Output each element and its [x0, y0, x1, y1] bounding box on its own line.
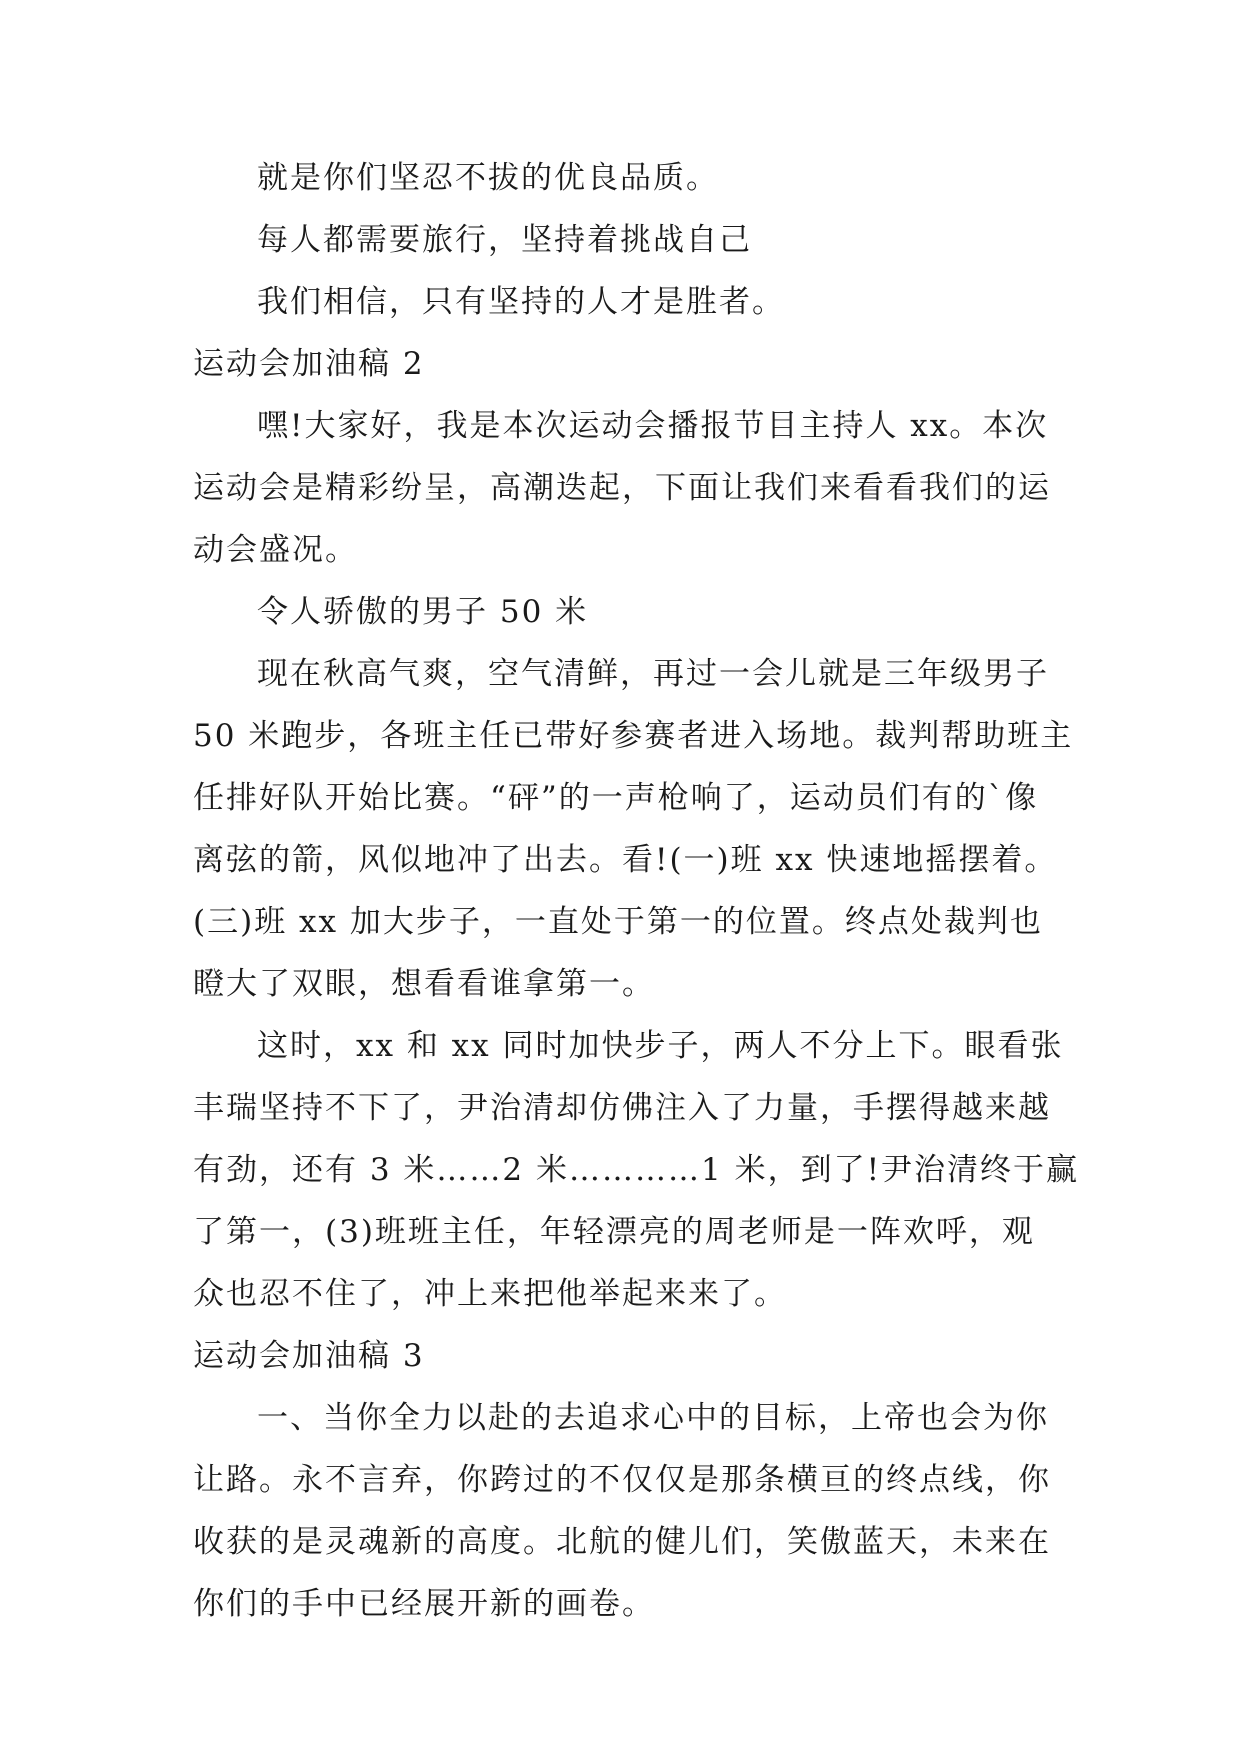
text-line: 让路。永不言弃，你跨过的不仅仅是那条横亘的终点线，你 [193, 1462, 1051, 1498]
text-line: 丰瑞坚持不下了，尹治清却仿佛注入了力量，手摆得越来越 [193, 1090, 1051, 1126]
text-line: 动会盛况。 [193, 532, 358, 568]
text-line: 一、当你全力以赴的去追求心中的目标，上帝也会为你 [257, 1400, 1049, 1436]
document-body [193, 147, 1080, 1635]
section-heading-3: 运动会加油稿 3 [193, 1338, 425, 1374]
text-line: 我们相信，只有坚持的人才是胜者。 [257, 284, 785, 320]
paragraph-finish [193, 1015, 1080, 1325]
text-line: 有劲，还有 3 米……2 米…………1 米，到了!尹治清终于赢 [193, 1152, 1080, 1188]
section-heading-2: 运动会加油稿 2 [193, 346, 425, 382]
text-line: 这时，xx 和 xx 同时加快步子，两人不分上下。眼看张 [257, 1028, 1064, 1064]
text-line: 众也忍不住了，冲上来把他举起来来了。 [193, 1276, 787, 1312]
paragraph-race [193, 643, 1074, 1015]
text-line: 运动会是精彩纷呈，高潮迭起，下面让我们来看看我们的运 [193, 470, 1051, 506]
text-line: 任排好队开始比赛。“砰”的一声枪响了，运动员们有的`像 [193, 780, 1039, 816]
text-line: 每人都需要旅行，坚持着挑战自己 [257, 222, 752, 258]
paragraph-encouragement [193, 1387, 1051, 1635]
text-line: 50 米跑步，各班主任已带好参赛者进入场地。裁判帮助班主 [193, 718, 1074, 754]
text-line: 离弦的箭，风似地冲了出去。看!(一)班 xx 快速地摇摆着。 [193, 842, 1058, 878]
text-line: 现在秋高气爽，空气清鲜，再过一会儿就是三年级男子 [257, 656, 1049, 692]
text-line: 嘿!大家好，我是本次运动会播报节目主持人 xx。本次 [257, 408, 1049, 444]
closing-lines-section-1 [193, 147, 1051, 333]
text-line: 收获的是灵魂新的高度。北航的健儿们，笑傲蓝天，未来在 [193, 1524, 1051, 1560]
text-line: 瞪大了双眼，想看看谁拿第一。 [193, 966, 655, 1002]
subtitle-line: 令人骄傲的男子 50 米 [257, 594, 589, 630]
text-line: 了第一，(3)班班主任，年轻漂亮的周老师是一阵欢呼，观 [193, 1214, 1035, 1250]
text-line: 就是你们坚忍不拔的优良品质。 [257, 160, 719, 196]
text-line: 你们的手中已经展开新的画卷。 [193, 1586, 655, 1622]
text-line: (三)班 xx 加大步子，一直处于第一的位置。终点处裁判也 [193, 904, 1043, 940]
paragraph-intro [193, 395, 1051, 581]
